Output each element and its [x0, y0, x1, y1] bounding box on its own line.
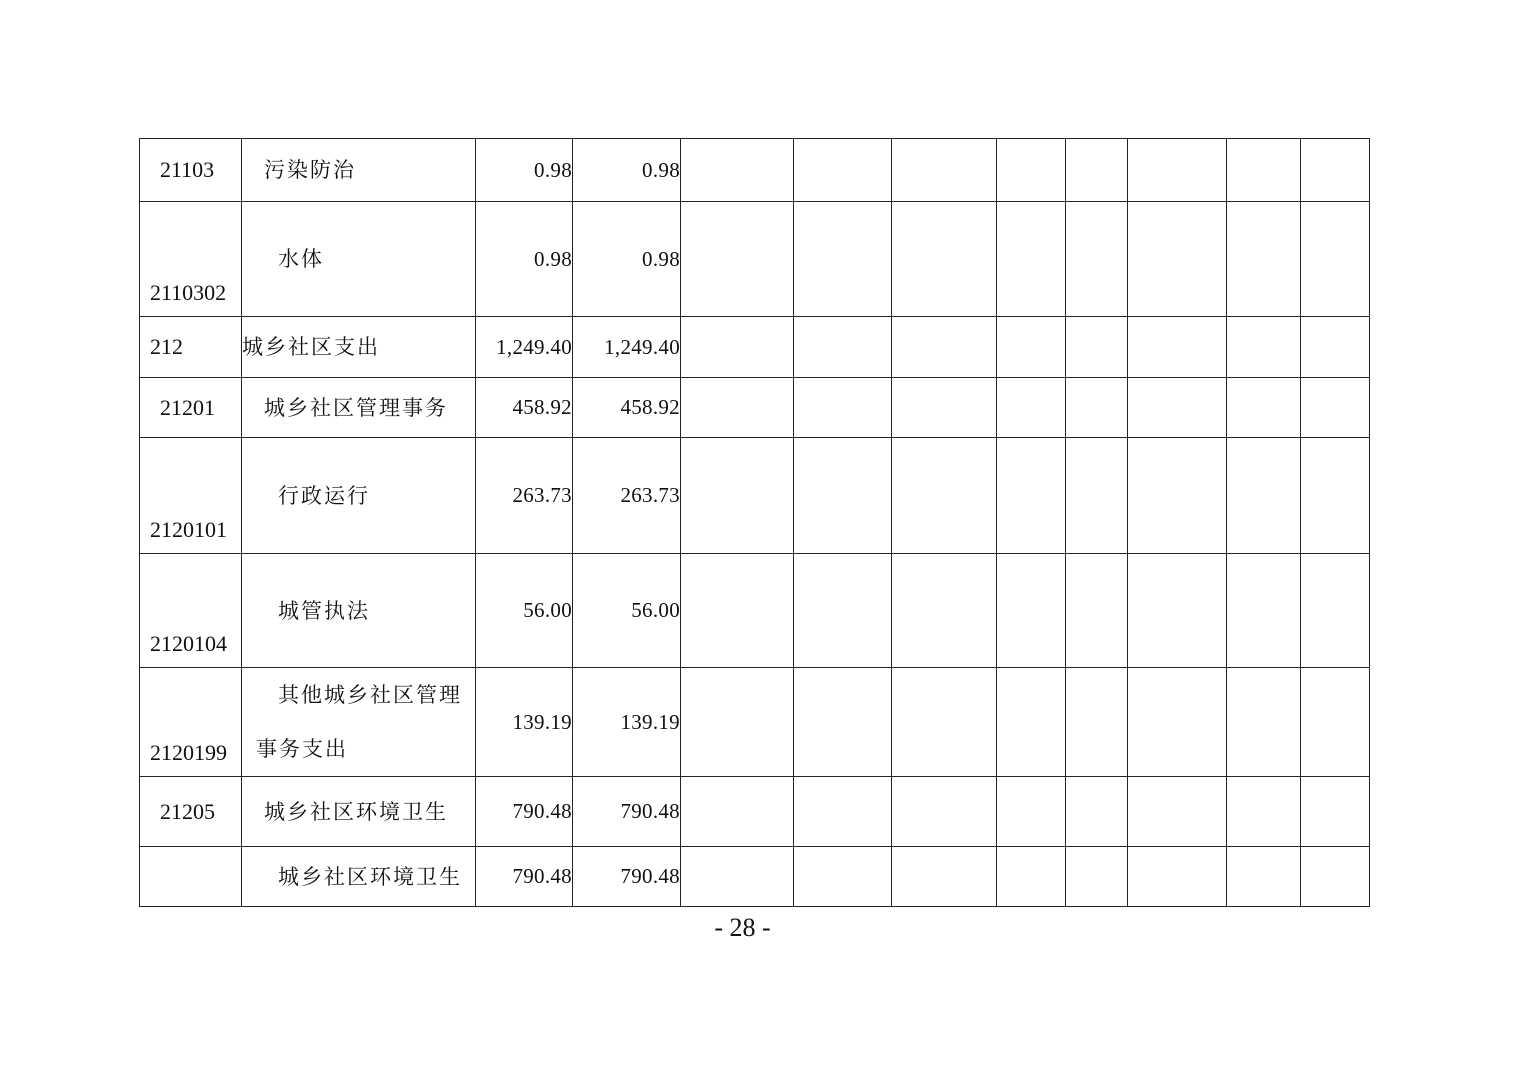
cell-empty [1227, 554, 1301, 668]
cell-amount: 790.48 [476, 847, 573, 907]
cell-empty [892, 438, 997, 554]
cell-empty [681, 777, 794, 847]
cell-item-name: 行政运行 [242, 438, 476, 554]
cell-empty [892, 668, 997, 777]
cell-empty [681, 378, 794, 438]
cell-amount: 0.98 [573, 139, 681, 202]
cell-empty [997, 202, 1066, 317]
cell-budget-code: 2120104 [140, 554, 242, 668]
table-row [140, 139, 1370, 202]
cell-item-name: 其他城乡社区管理 事务支出 [242, 668, 476, 777]
cell-empty [681, 139, 794, 202]
cell-amount: 263.73 [573, 438, 681, 554]
cell-empty [1128, 438, 1227, 554]
cell-empty [681, 668, 794, 777]
cell-empty [997, 777, 1066, 847]
cell-empty [1301, 668, 1370, 777]
cell-empty [681, 317, 794, 378]
cell-empty [1066, 378, 1128, 438]
table-row [140, 317, 1370, 378]
cell-item-name: 城乡社区环境卫生 [242, 847, 476, 907]
table-row [140, 378, 1370, 438]
cell-empty [1227, 668, 1301, 777]
cell-empty [1128, 847, 1227, 907]
cell-empty [794, 554, 892, 668]
cell-empty [1227, 378, 1301, 438]
cell-empty [1227, 847, 1301, 907]
cell-empty [997, 438, 1066, 554]
cell-empty [1301, 139, 1370, 202]
table-row [140, 554, 1370, 668]
cell-empty [681, 202, 794, 317]
cell-empty [1301, 317, 1370, 378]
cell-budget-code [140, 847, 242, 907]
cell-amount: 139.19 [476, 668, 573, 777]
cell-empty [794, 847, 892, 907]
cell-amount: 1,249.40 [476, 317, 573, 378]
cell-empty [794, 438, 892, 554]
cell-empty [892, 554, 997, 668]
cell-empty [1066, 554, 1128, 668]
cell-budget-code: 2120199 [140, 668, 242, 777]
cell-budget-code: 212 [140, 317, 242, 378]
cell-empty [997, 847, 1066, 907]
cell-empty [1128, 777, 1227, 847]
cell-empty [892, 202, 997, 317]
cell-empty [892, 847, 997, 907]
cell-empty [1128, 668, 1227, 777]
cell-empty [1227, 139, 1301, 202]
cell-item-name: 城乡社区管理事务 [242, 378, 476, 438]
cell-empty [1301, 847, 1370, 907]
cell-item-name: 城管执法 [242, 554, 476, 668]
cell-empty [794, 317, 892, 378]
cell-empty [1066, 847, 1128, 907]
cell-empty [1128, 139, 1227, 202]
cell-empty [1066, 777, 1128, 847]
table-row [140, 438, 1370, 554]
cell-empty [1066, 438, 1128, 554]
cell-empty [794, 777, 892, 847]
cell-empty [794, 668, 892, 777]
page-number: - 28 - [714, 913, 771, 942]
cell-empty [1066, 139, 1128, 202]
cell-empty [1128, 554, 1227, 668]
cell-empty [892, 777, 997, 847]
cell-empty [681, 847, 794, 907]
cell-item-name: 城乡社区支出 [242, 317, 476, 378]
cell-amount: 790.48 [476, 777, 573, 847]
cell-empty [892, 139, 997, 202]
cell-empty [681, 554, 794, 668]
cell-amount: 139.19 [573, 668, 681, 777]
cell-item-name: 污染防治 [242, 139, 476, 202]
cell-amount: 1,249.40 [573, 317, 681, 378]
cell-budget-code: 2120101 [140, 438, 242, 554]
cell-empty [997, 317, 1066, 378]
cell-empty [997, 668, 1066, 777]
cell-budget-code: 21201 [140, 378, 242, 438]
table-row [140, 202, 1370, 317]
budget-table [139, 138, 1370, 907]
cell-empty [892, 317, 997, 378]
cell-empty [794, 378, 892, 438]
cell-empty [1128, 378, 1227, 438]
cell-empty [1227, 777, 1301, 847]
cell-amount: 263.73 [476, 438, 573, 554]
cell-empty [794, 139, 892, 202]
cell-amount: 0.98 [476, 139, 573, 202]
cell-amount: 56.00 [476, 554, 573, 668]
cell-empty [1301, 554, 1370, 668]
cell-amount: 0.98 [476, 202, 573, 317]
table-row [140, 668, 1370, 777]
cell-empty [1066, 317, 1128, 378]
table-row [140, 777, 1370, 847]
cell-amount: 790.48 [573, 847, 681, 907]
cell-amount: 0.98 [573, 202, 681, 317]
cell-empty [1128, 202, 1227, 317]
cell-empty [1227, 202, 1301, 317]
cell-empty [681, 438, 794, 554]
cell-empty [1301, 438, 1370, 554]
cell-amount: 458.92 [476, 378, 573, 438]
cell-budget-code: 21205 [140, 777, 242, 847]
cell-amount: 458.92 [573, 378, 681, 438]
cell-empty [1227, 317, 1301, 378]
cell-item-name: 城乡社区环境卫生 [242, 777, 476, 847]
cell-empty [997, 139, 1066, 202]
cell-budget-code: 21103 [140, 139, 242, 202]
cell-empty [997, 378, 1066, 438]
cell-amount: 56.00 [573, 554, 681, 668]
cell-empty [1066, 202, 1128, 317]
cell-empty [1301, 777, 1370, 847]
cell-empty [1301, 378, 1370, 438]
cell-empty [892, 378, 997, 438]
cell-item-name: 水体 [242, 202, 476, 317]
cell-empty [1301, 202, 1370, 317]
cell-empty [794, 202, 892, 317]
cell-empty [1066, 668, 1128, 777]
cell-empty [1227, 438, 1301, 554]
cell-amount: 790.48 [573, 777, 681, 847]
table-row [140, 847, 1370, 907]
cell-empty [1128, 317, 1227, 378]
cell-empty [997, 554, 1066, 668]
cell-budget-code: 2110302 [140, 202, 242, 317]
